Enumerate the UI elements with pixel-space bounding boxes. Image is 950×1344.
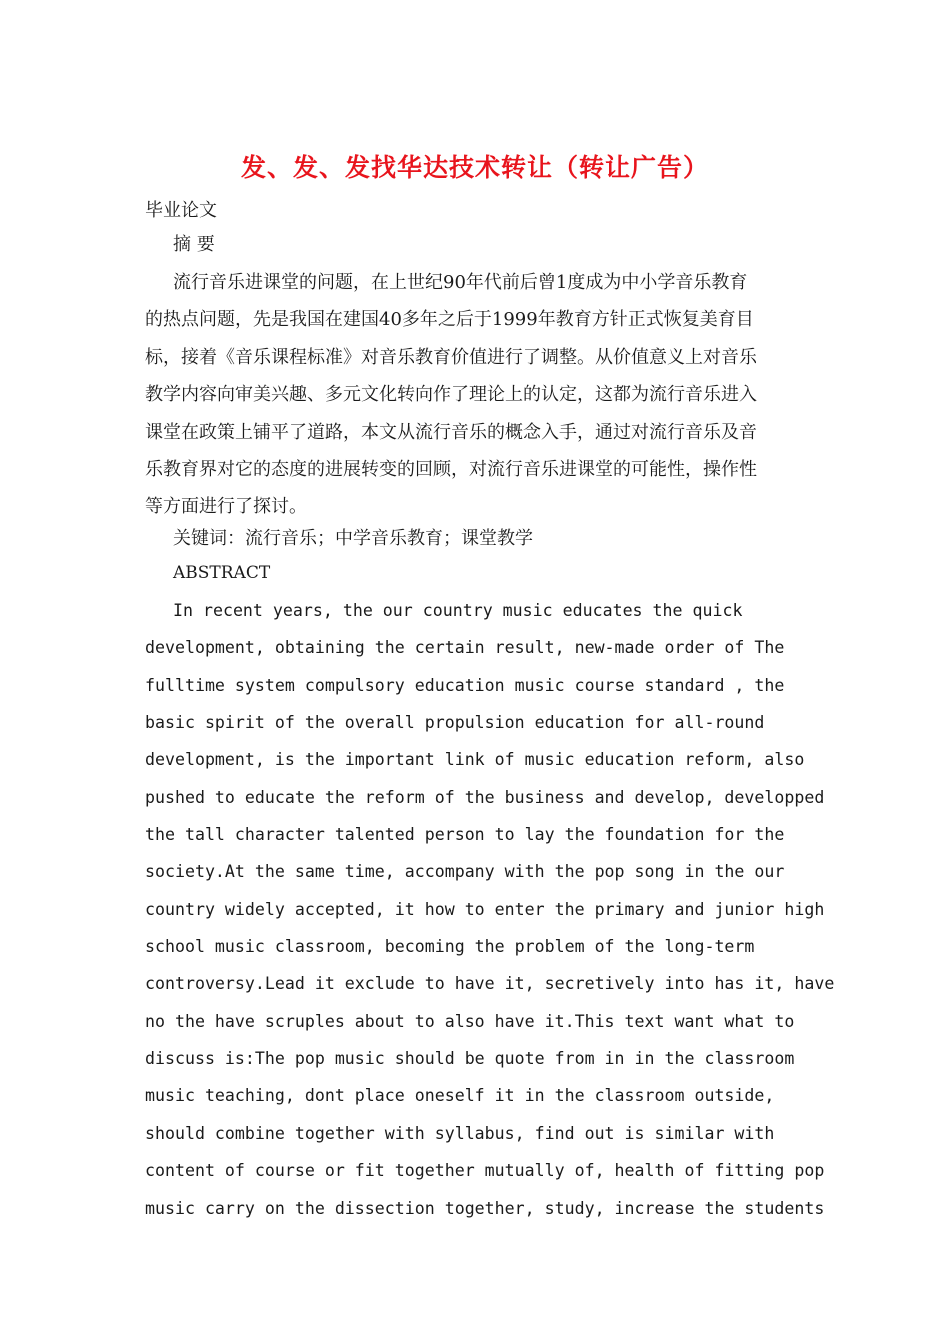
abstract-en-line: country widely accepted, it how to enter the primary and junior high — [145, 899, 825, 919]
abstract-en-line: development, obtaining the certain result, new-made order of The — [145, 638, 785, 658]
abstract-en-line: basic spirit of the overall propulsion education for all-round — [145, 713, 765, 733]
abstract-en-line: no the have scruples about to also have it.This text want what to — [145, 1011, 795, 1031]
abstract-en-line: discuss is:The pop music should be quote from in in the classroom — [145, 1049, 795, 1069]
abstract-en-line: In recent years, the our country music educates the quick — [173, 601, 743, 620]
abstract-en-line: music carry on the dissection together, study, increase the students — [145, 1198, 825, 1218]
abstract-cn-line: 乐教育界对它的态度的进展转变的回顾，对流行音乐进课堂的可能性，操作性 — [145, 458, 757, 480]
keywords: 关键词：流行音乐；中学音乐教育；课堂教学 — [173, 528, 533, 549]
abstract-en-line: society.At the same time, accompany with the pop song in the our — [145, 862, 785, 882]
document-type: 毕业论文 — [145, 200, 217, 221]
abstract-en-line: the tall character talented person to lay the foundation for the — [145, 825, 785, 845]
abstract-en-line: school music classroom, becoming the problem of the long-term — [145, 937, 755, 957]
abstract-english — [145, 592, 835, 1227]
abstract-en-line: fulltime system compulsory education music course standard , the — [145, 675, 785, 695]
abstract-cn-line: 课堂在政策上铺平了道路，本文从流行音乐的概念入手，通过对流行音乐及音 — [145, 421, 757, 443]
abstract-cn-line: 流行音乐进课堂的问题，在上世纪90年代前后曾1度成为中小学音乐教育 — [173, 272, 748, 293]
abstract-cn-line: 等方面进行了探讨。 — [145, 496, 307, 518]
abstract-en-line: pushed to educate the reform of the business and develop, developped — [145, 787, 825, 807]
abstract-en-line: development, is the important link of music education reform, also — [145, 750, 805, 770]
abstract-chinese — [145, 264, 805, 526]
abstract-en-line: content of course or fit together mutually of, health of fitting pop — [145, 1161, 825, 1181]
abstract-heading: 摘 要 — [173, 234, 215, 255]
abstract-cn-line: 教学内容向审美兴趣、多元文化转向作了理论上的认定，这都为流行音乐进入 — [145, 384, 757, 406]
abstract-cn-line: 标，接着《音乐课程标准》对音乐教育价值进行了调整。从价值意义上对音乐 — [145, 346, 757, 368]
abstract-en-line: music teaching, dont place oneself it in the classroom outside, — [145, 1086, 775, 1106]
document-title: 发、发、发找华达技术转让（转让广告） — [240, 153, 709, 182]
abstract-en-line: controversy.Lead it exclude to have it, secretively into has it, have — [145, 974, 835, 994]
abstract-en-line: should combine together with syllabus, find out is similar with — [145, 1123, 775, 1143]
abstract-cn-line: 的热点问题，先是我国在建国40多年之后于1999年教育方针正式恢复美育目 — [145, 309, 754, 331]
abstract-en-heading: ABSTRACT — [173, 563, 271, 583]
